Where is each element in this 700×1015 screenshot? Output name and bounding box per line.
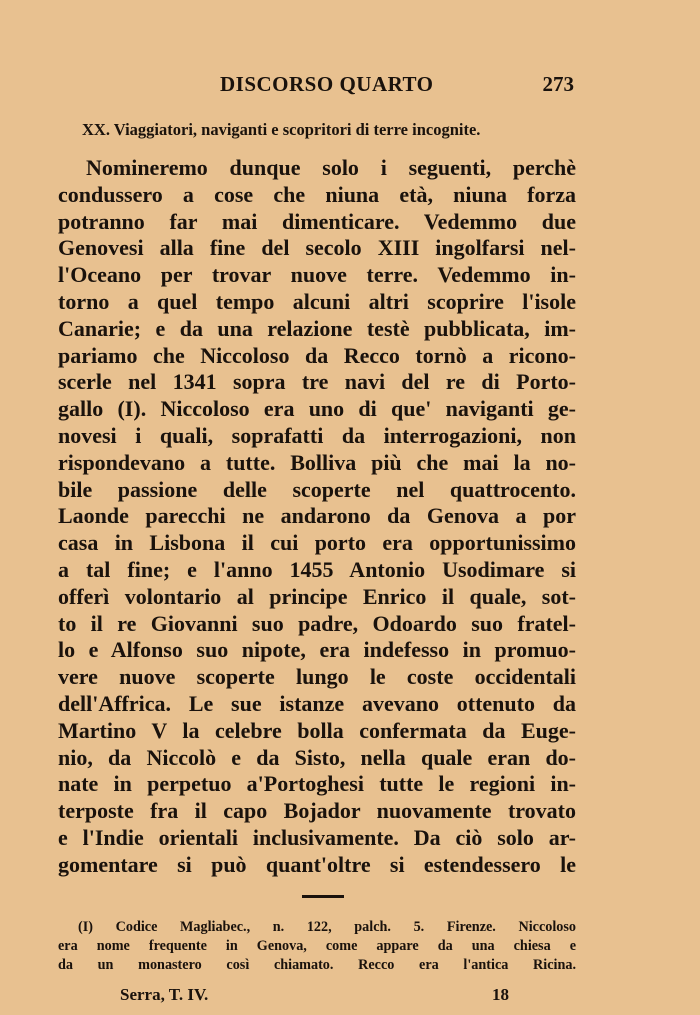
body-line: offerì volontario al principe Enrico il quale, sot- — [58, 583, 576, 609]
body-line: nate in perpetuo a'Portoghesi tutte le regioni in- — [58, 771, 576, 797]
body-line: Nomineremo dunque solo i seguenti, perchè — [86, 155, 576, 180]
body-line: scerle nel 1341 sopra tre navi del re di Porto- — [58, 369, 576, 395]
body-line: pariamo che Niccoloso da Recco tornò a ricono- — [58, 342, 576, 368]
footnotes — [58, 918, 576, 975]
body-line: to il re Giovanni suo padre, Odoardo suo fratel- — [58, 610, 576, 636]
running-head — [0, 72, 700, 102]
body-line: casa in Lisbona il cui porto era opportunissimo — [58, 530, 576, 556]
body-line: Canarie; e da una relazione testè pubblicata, im- — [58, 315, 576, 341]
body-line: Genovesi alla fine del secolo XIII ingolfarsi nel- — [58, 235, 576, 261]
body-line: lo e Alfonso suo nipote, era indefesso in promuo- — [58, 637, 576, 663]
body-line: rispondevano a tutte. Bolliva più che mai la no- — [58, 449, 576, 475]
footnote-line: da un monastero così chiamato. Recco era l'antica Ricina. — [58, 957, 576, 973]
body-line: torno a quel tempo alcuni altri scoprire l'isole — [58, 288, 576, 314]
body-line: novesi i quali, soprafatti da interrogazioni, non — [58, 422, 576, 448]
printer-signature — [0, 985, 700, 1007]
body-line: Laonde parecchi ne andarono da Genova a por — [58, 503, 576, 529]
body-line: Martino V la celebre bolla confermata da Euge- — [58, 717, 576, 743]
body-line: dell'Affrica. Le sue istanze avevano ottenuto da — [58, 690, 576, 716]
body-line: l'Oceano per trovar nuove terre. Vedemmo in- — [58, 262, 576, 288]
body-line: e l'Indie orientali inclusivamente. Da ciò solo ar- — [58, 824, 576, 850]
footnote-line: (I) Codice Magliabec., n. 122, palch. 5. Firenze. Niccoloso — [78, 919, 576, 935]
footnote-line: era nome frequente in Genova, come appare da una chiesa e — [58, 938, 576, 954]
body-line: a tal fine; e l'anno 1455 Antonio Usodimare si — [58, 556, 576, 582]
body-line: terposte fra il capo Bojador nuovamente trovato — [58, 798, 576, 824]
body-line: gallo (I). Niccoloso era uno di que' naviganti ge- — [58, 396, 576, 422]
body-line: nio, da Niccolò e da Sisto, nella quale eran do- — [58, 744, 576, 770]
running-title: DISCORSO QUARTO — [220, 72, 434, 96]
signature-number: 18 — [492, 985, 509, 1004]
signature-author: Serra, T. IV. — [120, 985, 209, 1004]
page-number: 273 — [542, 72, 574, 96]
body-line: vere nuove scoperte lungo le coste occidentali — [58, 664, 576, 690]
body-line: condussero a cose che niuna età, niuna forza — [58, 181, 576, 207]
body-line: gomentare si può quant'oltre si estendessero le — [58, 851, 576, 877]
footnote-rule — [302, 895, 344, 898]
body-line: potranno far mai dimenticare. Vedemmo due — [58, 208, 576, 234]
section-heading: XX. Viaggiatori, naviganti e scopritori di terre incognite. — [82, 120, 481, 139]
body-line: bile passione delle scoperte nel quattrocento. — [58, 476, 576, 502]
body-text — [58, 155, 576, 879]
